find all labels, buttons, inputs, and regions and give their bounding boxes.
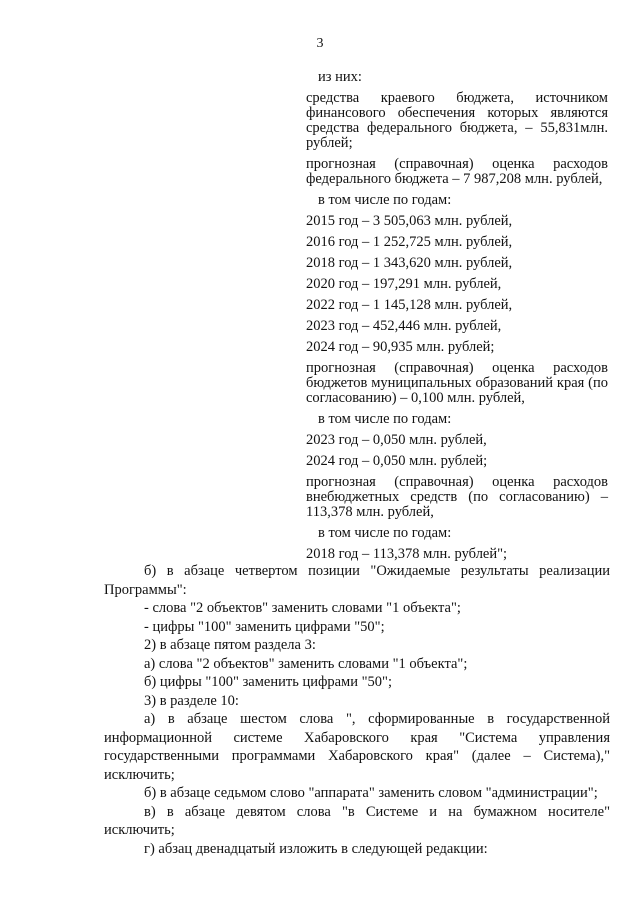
- right-column: [306, 70, 608, 568]
- column-paragraph-3: прогнозная (справочная) оценка расходов бюджетов муниципальных образований края (по согласованию) – 0,100 млн. рублей,: [306, 360, 608, 406]
- item-2b: б) цифры "100" заменить цифрами "50";: [144, 674, 392, 690]
- item-3a-line-2: информационной системе Хабаровского края "Система управления: [104, 729, 610, 746]
- column-intro: из них:: [318, 69, 362, 85]
- item-3a-line-3: государственными программами Хабаровского края" (далее – Система),": [104, 748, 610, 764]
- year-line: 2024 год – 90,935 млн. рублей;: [306, 339, 495, 355]
- item-3-heading: 3) в разделе 10:: [144, 692, 239, 709]
- item-3c-line-1: в) в абзаце девятом слова "в Системе и на бумажном носителе": [144, 803, 610, 820]
- year-line: 2024 год – 0,050 млн. рублей;: [306, 453, 488, 469]
- year-line: 2016 год – 1 252,725 млн. рублей,: [306, 234, 513, 250]
- amendment-b-line-2: Программы":: [104, 581, 187, 598]
- item-2a: а) слова "2 объектов" заменить словами "1 объекта";: [144, 655, 468, 672]
- year-line: 2020 год – 197,291 млн. рублей,: [306, 276, 502, 292]
- dash-item-2: - цифры "100" заменить цифрами "50";: [144, 618, 385, 635]
- item-2-heading: 2) в абзаце пятом раздела 3:: [144, 637, 316, 653]
- amendment-b-line-1: б) в абзаце четвертом позиции "Ожидаемые результаты реализации: [144, 563, 610, 579]
- year-line: 2018 год – 1 343,620 млн. рублей,: [306, 255, 513, 271]
- column-subheading-3: в том числе по годам:: [318, 525, 452, 541]
- column-subheading-2: в том числе по годам:: [318, 411, 452, 427]
- column-paragraph-1: средства краевого бюджета, источником финансового обеспечения которых являются средства федерального бюджета, – 55,831млн. рублей;: [306, 90, 608, 151]
- page-number: 3: [316, 36, 324, 51]
- item-3c-line-2: исключить;: [104, 822, 175, 838]
- year-line: 2023 год – 0,050 млн. рублей,: [306, 432, 487, 448]
- year-line: 2018 год – 113,378 млн. рублей";: [306, 546, 508, 562]
- item-3b: б) в абзаце седьмом слово "аппарата" заменить словом "администрации";: [144, 785, 598, 801]
- year-line: 2023 год – 452,446 млн. рублей,: [306, 318, 502, 334]
- dash-item-1: - слова "2 объектов" заменить словами "1 объекта";: [144, 600, 461, 616]
- column-subheading-1: в том числе по годам:: [318, 192, 452, 208]
- item-3a-line-4: исключить;: [104, 766, 175, 783]
- year-line: 2015 год – 3 505,063 млн. рублей,: [306, 213, 513, 229]
- item-3a-line-1: а) в абзаце шестом слова ", сформированные в государственной: [144, 711, 610, 727]
- document-body: [104, 562, 610, 858]
- column-paragraph-2: прогнозная (справочная) оценка расходов федерального бюджета – 7 987,208 млн. рублей,: [306, 156, 608, 187]
- item-3d: г) абзац двенадцатый изложить в следующей редакции:: [144, 840, 488, 857]
- column-paragraph-4: прогнозная (справочная) оценка расходов внебюджетных средств (по согласованию) – 113,378 млн. рублей,: [306, 474, 608, 520]
- year-line: 2022 год – 1 145,128 млн. рублей,: [306, 297, 513, 313]
